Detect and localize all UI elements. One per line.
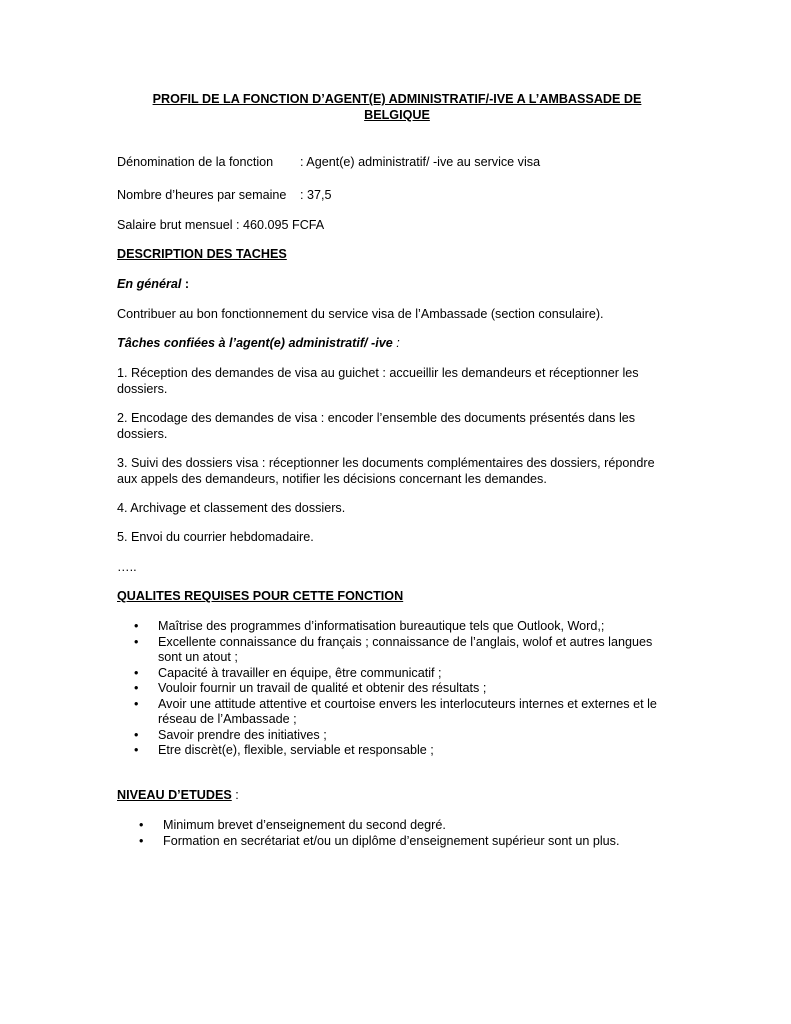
task-item-4 — [117, 501, 687, 517]
list-item-text: Minimum brevet d’enseignement du second degré. — [163, 818, 446, 832]
list-item-text: Avoir une attitude attentive et courtoise envers les interlocuteurs internes et externes et le — [158, 696, 657, 711]
task-item-3 — [117, 456, 687, 487]
list-item — [117, 666, 687, 682]
list-item-text: sont un atout ; — [158, 650, 238, 664]
list-item-text: Formation en secrétariat et/ou un diplôme d’enseignement supérieur sont un plus. — [163, 833, 620, 848]
education-label: NIVEAU D’ETUDES — [117, 788, 232, 802]
general-heading — [117, 277, 189, 293]
field-label: Nombre d’heures par semaine — [117, 188, 287, 202]
bullet-icon: • — [134, 634, 139, 649]
list-item-text: Capacité à travailler en équipe, être communicatif ; — [158, 665, 442, 680]
field-row-hours — [117, 188, 677, 204]
task-line: 1. Réception des demandes de visa au guichet : accueillir les demandeurs et réceptionner les — [117, 366, 639, 380]
task-line: 4. Archivage et classement des dossiers. — [117, 501, 346, 515]
task-line: 5. Envoi du courrier hebdomadaire. — [117, 530, 314, 544]
tasks-ellipsis: ….. — [117, 560, 137, 574]
bullet-icon: • — [134, 665, 139, 680]
task-line: aux appels des demandeurs, notifier les décisions concernant les demandes. — [117, 471, 547, 486]
list-item-text: réseau de l’Ambassade ; — [158, 712, 297, 726]
tasks-heading — [117, 336, 400, 352]
tasks-colon: : — [392, 336, 400, 350]
bullet-icon: • — [134, 681, 139, 695]
list-item-text: Excellente connaissance du français ; connaissance de l’anglais, wolof et autres langues — [158, 634, 653, 649]
list-item-text: Maîtrise des programmes d’informatisation bureautique tels que Outlook, Word,; — [158, 619, 605, 633]
task-line: 3. Suivi des dossiers visa : réceptionner les documents complémentaires des dossiers, répondre — [117, 456, 655, 470]
field-row-denomination — [117, 155, 677, 171]
general-colon: : — [181, 277, 190, 291]
bullet-icon: • — [139, 818, 144, 832]
bullet-icon: • — [134, 743, 139, 757]
list-item — [117, 743, 687, 759]
list-item — [117, 728, 687, 744]
list-item — [117, 681, 687, 697]
page-title-line-2: BELGIQUE — [364, 108, 430, 122]
salary-line: Salaire brut mensuel : 460.095 FCFA — [117, 218, 325, 232]
bullet-icon: • — [134, 619, 139, 633]
education-colon: : — [231, 788, 239, 802]
education-heading — [117, 788, 239, 804]
page-title — [117, 91, 677, 123]
general-text: Contribuer au bon fonctionnement du service visa de l’Ambassade (section consulaire). — [117, 307, 604, 321]
education-list — [117, 818, 687, 849]
field-label: Dénomination de la fonction — [117, 155, 274, 169]
list-item — [117, 697, 687, 728]
task-item-1 — [117, 366, 687, 397]
list-item-text: Etre discrèt(e), flexible, serviable et responsable ; — [158, 743, 434, 757]
task-line: dossiers. — [117, 381, 168, 396]
description-heading: DESCRIPTION DES TACHES — [117, 247, 287, 261]
list-item — [117, 834, 687, 850]
field-value: : 37,5 — [300, 188, 332, 202]
task-item-2 — [117, 411, 687, 442]
tasks-label: Tâches confiées à l’agent(e) administratif/ -ive — [117, 336, 393, 350]
list-item — [117, 818, 687, 834]
bullet-icon: • — [134, 727, 139, 742]
list-item-text: Savoir prendre des initiatives ; — [158, 727, 327, 742]
task-item-5 — [117, 530, 687, 546]
general-label: En général — [117, 277, 182, 291]
task-line: 2. Encodage des demandes de visa : encoder l’ensemble des documents présentés dans les — [117, 411, 636, 425]
bullet-icon: • — [134, 696, 139, 711]
qualities-heading: QUALITES REQUISES POUR CETTE FONCTION — [117, 589, 404, 603]
field-value: : Agent(e) administratif/ -ive au service visa — [300, 155, 541, 169]
task-line: dossiers. — [117, 426, 168, 441]
list-item — [117, 635, 687, 666]
list-item — [117, 619, 687, 635]
page-title-line-1: PROFIL DE LA FONCTION D’AGENT(E) ADMINISTRATIF/-IVE A L’AMBASSADE DE — [152, 92, 642, 106]
bullet-icon: • — [139, 833, 144, 848]
list-item-text: Vouloir fournir un travail de qualité et obtenir des résultats ; — [158, 681, 487, 695]
qualities-list — [117, 619, 687, 759]
